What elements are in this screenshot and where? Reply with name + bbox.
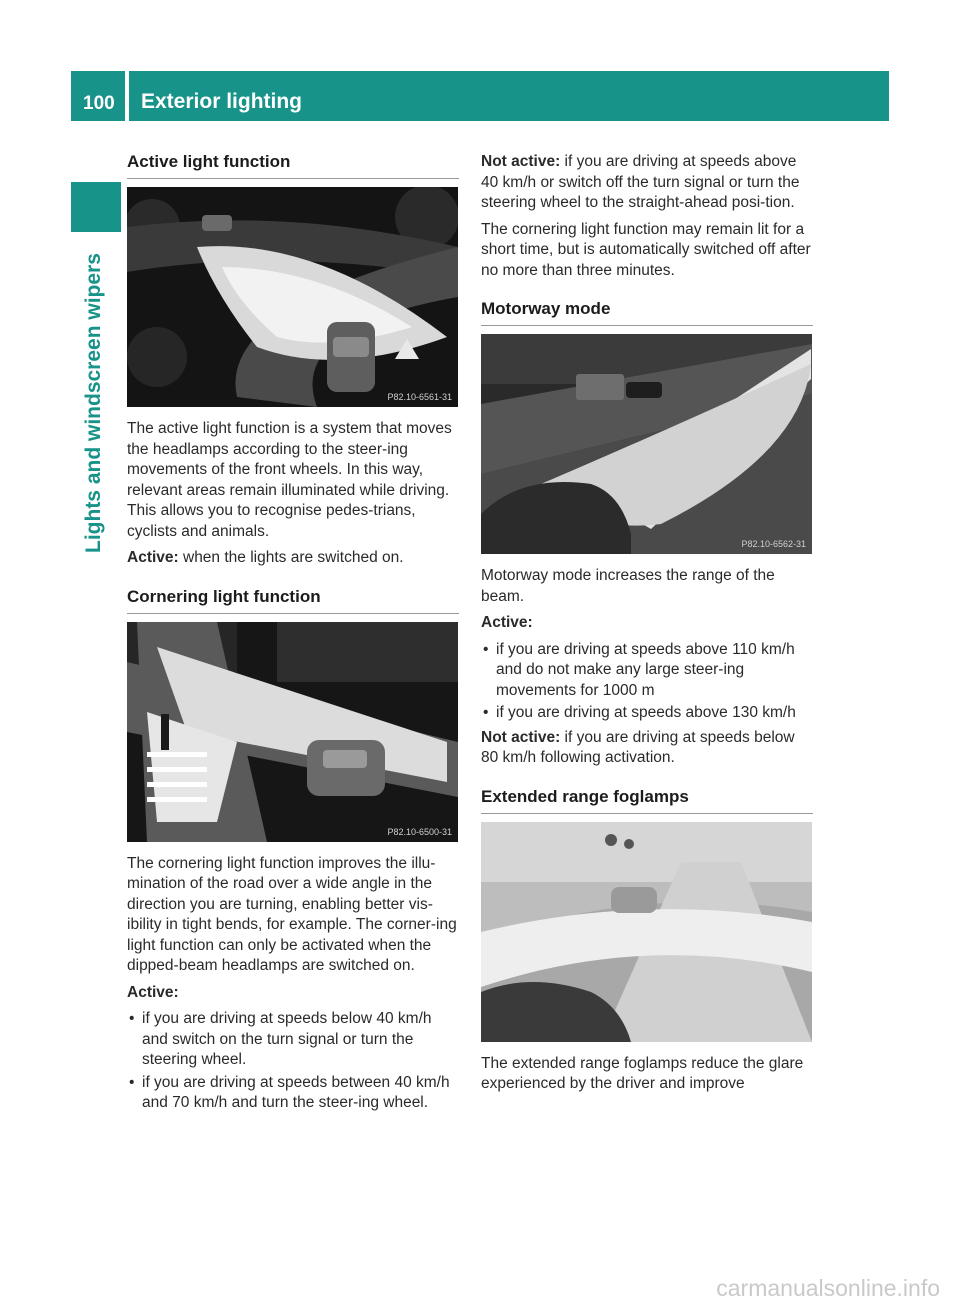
active-label: Active:: [127, 549, 179, 566]
motorway-mode-description: Motorway mode increases the range of the beam.: [481, 567, 775, 605]
right-column: [481, 152, 813, 1101]
page-number: 100: [83, 93, 115, 114]
side-tab-label: Lights and windscreen wipers: [82, 253, 105, 553]
heading-cornering-light: Cornering light function: [127, 587, 459, 614]
cornering-note: The cornering light function may remain lit for a short time, but is automatically switched off after no more than three minutes.: [481, 220, 811, 279]
figure-cornering-light: [127, 622, 458, 842]
figure-code: P82.10-6500-31: [387, 826, 452, 837]
extended-foglamps-description: The extended range foglamps reduce the glare experienced by the driver and improve: [481, 1054, 804, 1092]
figure-motorway-mode: [481, 334, 812, 554]
cornering-not-active: [481, 152, 813, 214]
active-light-status: [127, 548, 459, 569]
figure-extended-foglamps: [481, 822, 812, 1042]
header-divider: [125, 71, 129, 121]
cornering-active-list: [127, 1009, 459, 1114]
active-light-description: The active light function is a system that moves the headlamps according to the steer-ing movements of the front wheels. In this way, relevant areas remain illuminated while driving. This allows you to recognise pedes-trians, cyclists and animals.: [127, 420, 452, 540]
watermark: carmanualsonline.info: [716, 1275, 940, 1301]
figure-code: P82.10-6563-31: [741, 1026, 806, 1037]
heading-extended-foglamps: Extended range foglamps: [481, 787, 813, 814]
figure-active-light: [127, 187, 458, 407]
heading-motorway-mode: Motorway mode: [481, 299, 813, 326]
motorway-not-active: Not active: if you are driving at speeds below 80 km/h following activation.: [481, 728, 795, 766]
figure-code: P82.10-6561-31: [387, 392, 452, 402]
extended-foglamps-illustration: [481, 822, 812, 1042]
motorway-active-list: [481, 640, 813, 724]
left-column: [127, 152, 459, 1118]
list-item: • if you are driving at speeds above 110 km/h and do not make any large steer-ing movements for 1000 m: [481, 640, 813, 702]
motorway-active-label: Active:: [481, 614, 533, 631]
not-active-text: if you are driving at speeds above 40 km/h or switch off the turn signal or turn the steering wheel to the straight-ahead posi-tion.: [481, 153, 800, 211]
list-item: • if you are driving at speeds above 130 km/h: [481, 703, 813, 724]
figure-code: P82.10-6562-31: [741, 539, 806, 549]
section-title: Exterior lighting: [141, 90, 303, 113]
list-item: • if you are driving at speeds below 40 km/h and switch on the turn signal or turn the steering wheel.: [127, 1009, 459, 1071]
active-text: when the lights are switched on.: [178, 549, 404, 566]
list-item: • if you are driving at speeds between 40 km/h and 70 km/h and turn the steer-ing wheel.: [127, 1073, 459, 1114]
cornering-active-label: Active:: [127, 983, 179, 1001]
heading-active-light: Active light function: [127, 152, 459, 179]
cornering-light-description: The cornering light function improves the illu-mination of the road over a wide angle in the direction you are turning, enabling better vis-ibility in tight bends, for example. The corner-ing light function can only be activated when the dipped-beam headlamps are switched on.: [127, 854, 457, 974]
active-light-illustration: [127, 187, 458, 407]
motorway-mode-illustration: [481, 334, 812, 554]
cornering-light-illustration: [127, 622, 458, 842]
not-active-label: Not active:: [481, 153, 561, 170]
header-bar: [71, 71, 889, 121]
side-tab-marker: [71, 182, 121, 232]
